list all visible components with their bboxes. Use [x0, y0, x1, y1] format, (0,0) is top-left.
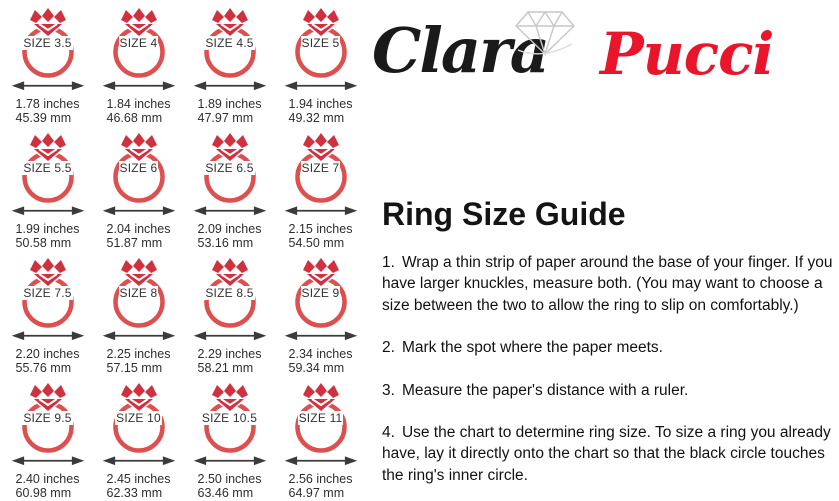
measurement-inches: 2.29 inches — [197, 346, 262, 361]
brand-name-pucci: Pucci — [600, 20, 774, 88]
ring-illustration — [188, 257, 272, 329]
diameter-arrow-icon — [97, 330, 181, 342]
instruction-text: Measure the paper's distance with a ruler. — [401, 381, 689, 399]
measurement-inches: 2.15 inches — [288, 221, 353, 236]
ring-size-cell — [184, 250, 275, 375]
diameter-arrow-icon — [6, 455, 90, 467]
ring-icon — [6, 7, 90, 79]
ring-illustration — [279, 7, 363, 79]
ring-size-label: SIZE 5.5 — [23, 161, 72, 175]
ring-size-cell — [275, 250, 366, 375]
ring-illustration — [6, 257, 90, 329]
diameter-arrow-icon — [188, 80, 272, 92]
diameter-arrow-icon — [97, 205, 181, 217]
ring-size-label: SIZE 4.5 — [205, 36, 254, 50]
ring-icon — [97, 7, 181, 79]
measurement-inches: 2.04 inches — [106, 221, 171, 236]
measurement-mm: 49.32 mm — [288, 110, 345, 125]
ring-icon — [97, 132, 181, 204]
ring-measurements — [16, 347, 80, 376]
ring-illustration — [6, 132, 90, 204]
ring-size-label: SIZE 3.5 — [23, 36, 72, 50]
ring-illustration — [188, 7, 272, 79]
ring-size-label: SIZE 8 — [119, 286, 158, 300]
ring-size-cell — [93, 125, 184, 250]
ring-size-cell — [184, 375, 275, 500]
ring-size-cell — [184, 125, 275, 250]
measurement-mm: 59.34 mm — [288, 360, 345, 375]
measurement-inches: 1.78 inches — [15, 96, 80, 111]
diameter-arrow-icon — [279, 330, 363, 342]
ring-size-label: SIZE 10 — [116, 411, 161, 425]
page-title: Ring Size Guide — [382, 196, 626, 232]
instruction-number: 2. — [382, 339, 395, 357]
ring-size-cell — [275, 125, 366, 250]
ring-measurements — [289, 97, 353, 126]
instruction-text: Use the chart to determine ring size. To size a ring you already have, lay it directly onto the chart so that the black circle touches the ring's inner circle. — [382, 423, 831, 484]
ring-size-cell — [275, 375, 366, 500]
instructions-list — [382, 252, 838, 501]
brand-name-clara: Clara — [372, 14, 548, 87]
ring-size-label: SIZE 7.5 — [23, 286, 72, 300]
ring-measurements — [107, 97, 171, 126]
measurement-mm: 51.87 mm — [106, 235, 163, 250]
ring-illustration — [97, 132, 181, 204]
ring-icon — [6, 257, 90, 329]
instruction-number: 4. — [382, 423, 395, 441]
measurement-inches: 1.84 inches — [106, 96, 171, 111]
ring-illustration — [279, 132, 363, 204]
ring-size-label: SIZE 9.5 — [23, 411, 72, 425]
measurement-mm: 62.33 mm — [106, 485, 163, 500]
measurement-mm: 63.46 mm — [197, 485, 254, 500]
measurement-inches: 2.40 inches — [15, 471, 80, 486]
measurement-inches: 2.25 inches — [106, 346, 171, 361]
diameter-arrow-icon — [188, 205, 272, 217]
ring-size-cell — [93, 0, 184, 125]
measurement-mm: 60.98 mm — [15, 485, 72, 500]
instruction-text: Wrap a thin strip of paper around the base of your finger. If you have larger knuckles, measure both. (You may want to choose a size between the two to allow the ring to slip on comfortably.) — [382, 254, 833, 314]
ring-measurements — [107, 347, 171, 376]
ring-icon — [188, 257, 272, 329]
ring-size-cell — [93, 250, 184, 375]
ring-size-label: SIZE 4 — [119, 36, 158, 50]
ring-size-cell — [2, 250, 93, 375]
ring-size-cell — [2, 375, 93, 500]
diameter-arrow-icon — [97, 455, 181, 467]
instruction-text: Mark the spot where the paper meets. — [401, 339, 663, 357]
measurement-inches: 2.50 inches — [197, 471, 262, 486]
measurement-mm: 53.16 mm — [197, 235, 254, 250]
ring-size-cell — [93, 375, 184, 500]
ring-icon — [279, 382, 363, 454]
ring-measurements — [16, 222, 80, 251]
ring-icon — [279, 257, 363, 329]
ring-measurements — [198, 347, 262, 376]
ring-size-cell — [184, 0, 275, 125]
ring-illustration — [188, 382, 272, 454]
ring-size-label: SIZE 6.5 — [205, 161, 254, 175]
ring-illustration — [97, 382, 181, 454]
ring-size-label: SIZE 10.5 — [201, 411, 258, 425]
ring-measurements — [16, 472, 80, 501]
ring-icon — [6, 132, 90, 204]
ring-size-label: SIZE 6 — [119, 161, 158, 175]
measurement-inches: 2.20 inches — [15, 346, 80, 361]
ring-measurements — [198, 472, 262, 501]
diamond-icon — [514, 8, 576, 60]
ring-measurements — [289, 222, 353, 251]
ring-illustration — [97, 257, 181, 329]
ring-icon — [97, 382, 181, 454]
measurement-mm: 55.76 mm — [15, 360, 72, 375]
ring-icon — [279, 7, 363, 79]
instruction-number: 1. — [382, 254, 395, 271]
measurement-inches: 1.94 inches — [288, 96, 353, 111]
ring-illustration — [279, 257, 363, 329]
measurement-inches: 2.45 inches — [106, 471, 171, 486]
diameter-arrow-icon — [6, 330, 90, 342]
measurement-mm: 46.68 mm — [106, 110, 163, 125]
instruction-item — [382, 337, 838, 358]
ring-illustration — [279, 382, 363, 454]
ring-illustration — [6, 7, 90, 79]
measurement-inches: 2.09 inches — [197, 221, 262, 236]
measurement-mm: 50.58 mm — [15, 235, 72, 250]
diameter-arrow-icon — [279, 455, 363, 467]
ring-measurements — [198, 222, 262, 251]
measurement-mm: 54.50 mm — [288, 235, 345, 250]
ring-icon — [279, 132, 363, 204]
ring-illustration — [6, 382, 90, 454]
instruction-item — [382, 422, 838, 486]
ring-measurements — [107, 222, 171, 251]
diameter-arrow-icon — [6, 80, 90, 92]
measurement-inches: 1.89 inches — [197, 96, 262, 111]
measurement-mm: 64.97 mm — [288, 485, 345, 500]
ring-size-cell — [2, 125, 93, 250]
measurement-inches: 1.99 inches — [15, 221, 80, 236]
ring-size-chart — [2, 0, 368, 500]
ring-icon — [188, 7, 272, 79]
instruction-item — [382, 380, 838, 401]
ring-icon — [6, 382, 90, 454]
ring-illustration — [97, 7, 181, 79]
diameter-arrow-icon — [97, 80, 181, 92]
measurement-mm: 57.15 mm — [106, 360, 163, 375]
measurement-mm: 47.97 mm — [197, 110, 254, 125]
ring-measurements — [289, 347, 353, 376]
ring-size-cell — [2, 0, 93, 125]
ring-size-label: SIZE 8.5 — [205, 286, 254, 300]
diameter-arrow-icon — [188, 330, 272, 342]
ring-size-label: SIZE 5 — [301, 36, 340, 50]
ring-measurements — [107, 472, 171, 501]
ring-measurements — [198, 97, 262, 126]
measurement-inches: 2.56 inches — [288, 471, 353, 486]
ring-size-label: SIZE 11 — [298, 411, 343, 425]
ring-icon — [188, 382, 272, 454]
brand-logo — [372, 4, 772, 108]
diameter-arrow-icon — [6, 205, 90, 217]
ring-icon — [97, 257, 181, 329]
ring-illustration — [188, 132, 272, 204]
instruction-number: 3. — [382, 381, 395, 399]
ring-size-label: SIZE 9 — [301, 286, 340, 300]
ring-size-label: SIZE 7 — [301, 161, 340, 175]
ring-icon — [188, 132, 272, 204]
ring-size-cell — [275, 0, 366, 125]
diameter-arrow-icon — [279, 80, 363, 92]
measurement-mm: 58.21 mm — [197, 360, 254, 375]
ring-measurements — [16, 97, 80, 126]
diameter-arrow-icon — [188, 455, 272, 467]
measurement-inches: 2.34 inches — [288, 346, 353, 361]
ring-measurements — [289, 472, 353, 501]
diameter-arrow-icon — [279, 205, 363, 217]
measurement-mm: 45.39 mm — [15, 110, 72, 125]
instruction-item — [382, 252, 838, 316]
